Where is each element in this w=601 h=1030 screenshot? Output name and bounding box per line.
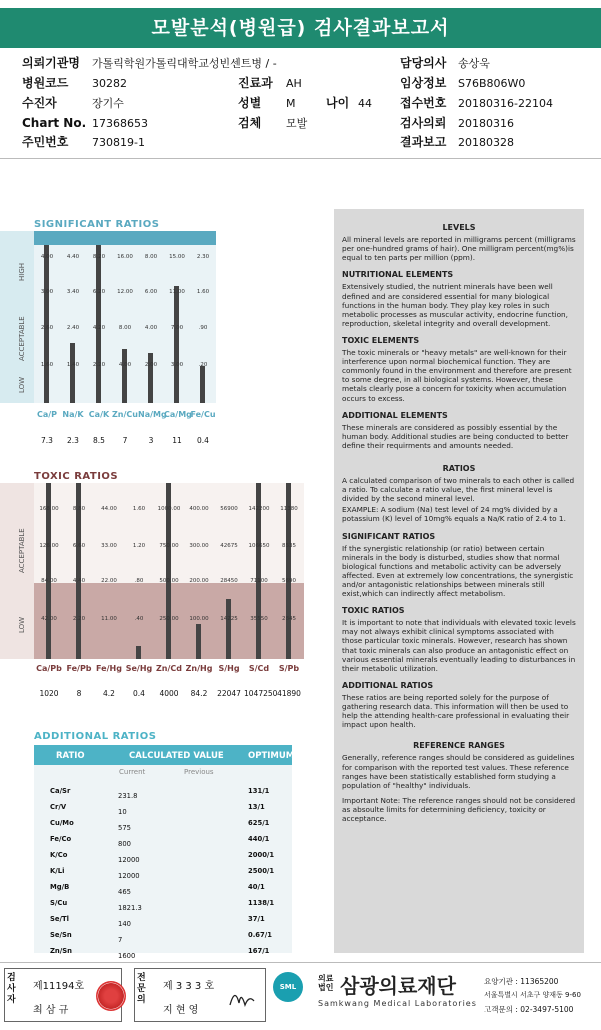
org-english: Samkwang Medical Laboratories — [318, 999, 477, 1008]
addr-text: These ratios are being reported solely for the purpose of gathering research data. This information will then be used to help the attending health-care professional in evaluating their impact upon health. — [342, 692, 570, 730]
org-tel: 고객문의 : 02-3497-5100 — [484, 1005, 574, 1014]
significant-category: Na/Mg — [138, 410, 167, 419]
request-value: 20180316 — [458, 117, 514, 130]
toxic-category: Fe/Pb — [66, 664, 92, 673]
additional-optimum: 2000/1 — [248, 851, 275, 859]
significant-tick: 2.60 — [40, 325, 54, 331]
clinical-label: 임상정보 — [400, 76, 447, 90]
additional-current: 1600 — [118, 952, 136, 960]
significant-result: 11 — [172, 436, 182, 445]
toxic-result: 22047 — [217, 689, 241, 698]
significant-bar — [44, 245, 49, 403]
toxic-tick: 106650 — [248, 543, 270, 549]
specialist-label: 전문의 — [137, 973, 146, 1005]
specialist-no: 제 3 3 3 호 — [163, 981, 215, 992]
note-text: Important Note: The reference ranges should not be considered as absoulte limits for determining deficiency, toxicity or acceptance. — [342, 795, 576, 823]
significant-tick: 7.00 — [170, 325, 184, 331]
age-label: 나이 — [326, 96, 350, 110]
additional-current: 12000 — [118, 856, 140, 864]
additional-ratio: Zn/Sn — [50, 947, 72, 955]
toxic-tick: 2845 — [282, 616, 296, 622]
toxic-result: 1047250 — [244, 689, 278, 698]
additional-optimum: 37/1 — [248, 915, 265, 923]
hospital-code-value: 30282 — [92, 77, 127, 90]
specialist-box — [134, 968, 266, 1022]
toxic-tick: 1000.00 — [157, 506, 181, 512]
significant-tick: 8.00 — [118, 325, 132, 331]
significant-tick: 3.40 — [66, 289, 80, 295]
toxic-result: 0.4 — [133, 689, 145, 698]
tox-text: It is important to note that individuals with elevated toxic levels may not always exhibit clinical symptoms associated with those particular toxic minerals. However, research has shown that toxic minerals can also produce an antagonistic effect on various essential minerals eventually leading to disturbances in their metabolic utilization. — [342, 618, 576, 673]
previous-header: Previous — [184, 768, 214, 776]
additional-ratio: Ca/Sr — [50, 787, 71, 795]
additional-header — [34, 745, 295, 765]
request-label: 검사의뢰 — [400, 116, 447, 130]
toxic-tick: 200.00 — [189, 578, 209, 584]
additional-table — [34, 765, 292, 960]
toxic-tick: 4.40 — [72, 578, 86, 584]
additional-optimum: 131/1 — [248, 787, 270, 795]
optimum-header: OPTIMUM — [248, 751, 295, 761]
org-name: 삼광의료재단 — [340, 974, 456, 998]
additional-current: 465 — [118, 888, 131, 896]
additional-current: 575 — [118, 824, 131, 832]
toxic-result: 4000 — [159, 689, 179, 698]
ratios-heading: RATIOS — [442, 463, 476, 473]
additional-current: 7 — [118, 936, 123, 944]
side-label-acceptable: ACCEPTABLE — [18, 528, 26, 573]
nutri-text: Extensively studied, the nutrient minerals have been well defined and are considered essential for many biological functions in the human body. They play key roles in such metabolic processes as muscular activity, endocrine function, reproduction, skeletal integrity and overall development. — [342, 282, 568, 328]
toxic-category: Fe/Hg — [96, 664, 122, 673]
specimen-value: 모발 — [286, 117, 308, 130]
gender-label: 성별 — [238, 96, 262, 110]
side-label-low: LOW — [18, 376, 26, 393]
additional-ratio: Fe/Co — [50, 835, 72, 843]
toxic-tick: 5690 — [282, 578, 296, 584]
toxic-tick: 1.60 — [132, 506, 146, 512]
toxic-tick: 750.00 — [159, 543, 179, 549]
toxic-title: TOXIC RATIOS — [34, 471, 119, 482]
toxic-tick: 33.00 — [101, 543, 117, 549]
toxic-result: 41890 — [277, 689, 301, 698]
toxic-side — [0, 483, 34, 659]
additional-optimum: 2500/1 — [248, 867, 275, 875]
significant-category: Ca/K — [88, 410, 110, 419]
additional-current: 10 — [118, 808, 127, 816]
additional-optimum: 440/1 — [248, 835, 270, 843]
significant-tick: 1.40 — [66, 362, 80, 368]
toxic-tick: 8535 — [282, 543, 296, 549]
institution-label: 의뢰기관명 — [22, 56, 80, 70]
tester-label: 검사자 — [7, 973, 16, 1005]
additional-ratio: Cu/Mo — [50, 819, 74, 827]
patient-info — [0, 0, 601, 170]
nutri-heading: NUTRITIONAL ELEMENTS — [342, 270, 454, 280]
additional-ratio: K/Co — [50, 851, 68, 859]
significant-tick: 4.20 — [92, 325, 106, 331]
report-title: 모발분석(병원급) 검사결과보고서 — [0, 8, 601, 48]
toxic-tick: .40 — [134, 616, 144, 622]
toxic-tick: .80 — [134, 578, 144, 584]
significant-tick: 1.60 — [196, 289, 210, 295]
additional-current: 12000 — [118, 872, 140, 880]
toxic-bar — [226, 599, 231, 659]
additional-optimum: 167/1 — [248, 947, 270, 955]
significant-result: 0.4 — [197, 436, 209, 445]
toxic-result: 1020 — [39, 689, 59, 698]
additional-optimum: 625/1 — [248, 819, 270, 827]
significant-tick: .20 — [198, 362, 208, 368]
significant-bar — [96, 245, 101, 403]
divider — [0, 158, 601, 159]
toxic-category: Se/Hg — [125, 664, 153, 673]
toxic-tick: 35550 — [250, 616, 268, 622]
significant-tick: 3.00 — [170, 362, 184, 368]
significant-tick: 11.00 — [169, 289, 185, 295]
toxic-tick: 2.20 — [72, 616, 86, 622]
footer-divider — [0, 962, 601, 963]
tester-name: 최 삼 규 — [33, 1005, 69, 1016]
toxic-category: Zn/Hg — [185, 664, 213, 673]
dept-label: 진료과 — [238, 76, 273, 90]
toxic-tick: 42.00 — [41, 616, 57, 622]
toxic-tick: 250.00 — [159, 616, 179, 622]
toxic-tick: 44.00 — [101, 506, 117, 512]
toxic-tick: 71100 — [250, 578, 268, 584]
significant-tick: 4.00 — [118, 362, 132, 368]
significant-category: Fe/Cu — [190, 410, 216, 419]
significant-bar — [148, 353, 153, 403]
signature — [227, 983, 257, 1011]
toxic-category: S/Pb — [278, 664, 300, 673]
additional-ratio: K/Li — [50, 867, 65, 875]
significant-tick: 2.00 — [144, 362, 158, 368]
additional-optimum: 1138/1 — [248, 899, 275, 907]
patient-label: 수진자 — [22, 96, 57, 110]
specialist-name: 지 현 영 — [163, 1005, 199, 1016]
dept-value: AH — [286, 77, 302, 90]
toxic-tick: 100.00 — [189, 616, 209, 622]
tester-no: 제11194호 — [33, 981, 85, 992]
institution-value: 가톨릭학원가톨릭대학교성빈센트병 / - — [92, 57, 277, 70]
org-code: 요양기관 : 11365200 — [484, 977, 559, 986]
significant-tick: 12.00 — [117, 289, 133, 295]
significant-result: 8.5 — [93, 436, 105, 445]
significant-tick: 2.20 — [92, 362, 106, 368]
toxic-bar — [136, 646, 141, 659]
toxic-tick: 11.00 — [101, 616, 117, 622]
toxic-result: 8 — [76, 689, 82, 698]
ref-text: Generally, reference ranges should be considered as guidelines for comparison with the reported test values. These reference ranges have been statistically established form studying a population of "healthy" individuals. — [342, 753, 575, 790]
additional-current: 1821.3 — [118, 904, 142, 912]
patient-value: 장기수 — [92, 97, 124, 110]
additional-ratio: Se/Sn — [50, 931, 72, 939]
side-label-low: LOW — [18, 616, 26, 633]
levels-heading: LEVELS — [442, 223, 476, 232]
toxic-tick: 14225 — [220, 616, 238, 622]
additional-optimum: 13/1 — [248, 803, 265, 811]
significant-category: Ca/Mg — [164, 410, 192, 419]
sml-logo-icon: SML — [273, 972, 303, 1002]
additional-ratio: Cr/V — [50, 803, 67, 811]
toxic-category: Zn/Cd — [155, 664, 182, 673]
significant-category: Ca/P — [36, 410, 58, 419]
ref-heading: REFERENCE RANGES — [413, 741, 505, 751]
significant-tick: 16.00 — [117, 254, 133, 260]
id-label: 주민번호 — [22, 135, 69, 149]
org-small: 의료법인 — [318, 974, 334, 992]
significant-category: Na/K — [62, 410, 84, 419]
toxic-tick: 56900 — [220, 506, 238, 512]
significant-header-band — [34, 231, 216, 245]
gender-value: M — [286, 97, 296, 110]
toxic-tick: 300.00 — [189, 543, 209, 549]
toxic-category: S/Hg — [218, 664, 240, 673]
additional-current: 800 — [118, 840, 131, 848]
toxic-category: Ca/Pb — [36, 664, 62, 673]
additional-ratio: Mg/B — [50, 883, 70, 891]
doctor-label: 담당의사 — [400, 56, 447, 70]
significant-title: SIGNIFICANT RATIOS — [34, 219, 160, 230]
toxic-tick: 84.00 — [41, 578, 57, 584]
toxic-tick: 22.00 — [101, 578, 117, 584]
toxic-tick: 8.80 — [72, 506, 86, 512]
receipt-value: 20180316-22104 — [458, 97, 553, 110]
doctor-value: 송상욱 — [458, 57, 490, 70]
tester-box — [4, 968, 122, 1022]
significant-tick: 4.40 — [66, 254, 80, 260]
significant-result: 7 — [122, 436, 128, 445]
toxic-tick: 42675 — [220, 543, 238, 549]
toxic-heading: TOXIC ELEMENTS — [342, 335, 420, 345]
significant-tick: 8.20 — [92, 254, 106, 260]
significant-result: 7.3 — [41, 436, 53, 445]
significant-tick: .90 — [198, 325, 208, 331]
toxic-tick: 168.00 — [39, 506, 59, 512]
side-label-high: HIGH — [18, 262, 26, 281]
significant-tick: 4.00 — [40, 254, 54, 260]
additional-current: 140 — [118, 920, 131, 928]
calc-header: CALCULATED VALUE — [129, 751, 224, 761]
toxic-tick: 1.20 — [132, 543, 146, 549]
significant-bar — [70, 343, 75, 403]
org-address: 서울특별시 서초구 양재동 9-60 — [484, 991, 581, 999]
significant-category: Zn/Cu — [112, 410, 138, 419]
toxic-tick: 126.00 — [39, 543, 59, 549]
significant-tick: 1.60 — [40, 362, 54, 368]
toxic-result: 4.2 — [103, 689, 115, 698]
tox-heading: TOXIC RATIOS — [342, 606, 405, 616]
toxic-text: The toxic minerals or "heavy metals" are well-known for their interference upon normal biochemical function. They are commonly found in the environment and therefore are present to some degree, in all biological systems. However, these metals clearly pose a concern for toxicity when accumulation occurs to excess. — [342, 348, 572, 403]
seal-stamp — [96, 981, 126, 1011]
significant-tick: 8.00 — [144, 254, 158, 260]
example-text: EXAMPLE: A sodium (Na) test level of 24 mg% divided by a potassium (K) level of 10mg% equals a Na/K ratio of 2.4 to 1. — [342, 505, 566, 524]
significant-bar — [200, 366, 205, 403]
report-label: 결과보고 — [400, 135, 447, 149]
toxic-category: S/Cd — [248, 664, 270, 673]
additional-ratio: S/Cu — [50, 899, 68, 907]
ratios-text: A calculated comparison of two minerals to each other is called a ratio. To calculate a ratio value, the first mineral level is divided by the second mineral level. — [342, 476, 575, 504]
additional-ratio: Se/Tl — [50, 915, 69, 923]
significant-result: 2.3 — [67, 436, 79, 445]
sig-text: If the synergistic relationship (or ratio) between certain minerals in the body is disturbed, studies show that normal biological functions and metabolic activity can be adversely affected. Even at extremely low concentrations, the synergistic and/or antagonistic relationships between minerals still exist,which can indirectly affect metabolism. — [342, 543, 574, 599]
significant-bar — [122, 349, 127, 403]
id-value: 730819-1 — [92, 136, 145, 149]
clinical-value: S76B806W0 — [458, 77, 526, 90]
addel-text: These minerals are considered as possibly essential by the human body. Additional studies are being conducted to better define their requirments and amounts needed. — [342, 422, 569, 450]
ratio-header: RATIO — [56, 751, 85, 761]
additional-title: ADDITIONAL RATIOS — [34, 731, 157, 742]
additional-optimum: 0.67/1 — [248, 931, 272, 939]
significant-result: 3 — [148, 436, 154, 445]
levels-text: All mineral levels are reported in milligrams percent (milligrams per one-hundred grams of hair). One milligram percent(mg%)is equal to ten parts per million (ppm). — [342, 235, 576, 263]
sig-heading: SIGNIFICANT RATIOS — [342, 531, 436, 541]
current-header: Current — [119, 768, 146, 776]
receipt-label: 접수번호 — [400, 96, 447, 110]
toxic-tick: 500.00 — [159, 578, 179, 584]
addr-heading: ADDITIONAL RATIOS — [342, 680, 434, 690]
toxic-result: 84.2 — [190, 689, 208, 698]
explanation-panel — [334, 209, 584, 953]
significant-tick: 6.00 — [144, 289, 158, 295]
hospital-code-label: 병원코드 — [22, 76, 69, 90]
toxic-tick: 11380 — [280, 506, 298, 512]
toxic-tick: 28450 — [220, 578, 238, 584]
chart-label: Chart No. — [22, 116, 87, 130]
report-value: 20180328 — [458, 136, 514, 149]
significant-tick: 2.30 — [196, 254, 210, 260]
toxic-tick: 142200 — [248, 506, 270, 512]
significant-tick: 2.40 — [66, 325, 80, 331]
toxic-bar — [196, 624, 201, 659]
significant-tick: 15.00 — [169, 254, 185, 260]
additional-optimum: 40/1 — [248, 883, 265, 891]
age-value: 44 — [358, 97, 372, 110]
toxic-tick: 400.00 — [189, 506, 209, 512]
significant-side — [0, 231, 34, 403]
toxic-tick: 6.60 — [72, 543, 86, 549]
specimen-label: 검체 — [238, 116, 262, 130]
additional-current: 231.8 — [118, 792, 138, 800]
side-label-acceptable: ACCEPTABLE — [18, 316, 26, 361]
significant-tick: 4.00 — [144, 325, 158, 331]
significant-tick: 3.00 — [40, 289, 54, 295]
addel-heading: ADDITIONAL ELEMENTS — [342, 410, 448, 420]
significant-tick: 6.20 — [92, 289, 106, 295]
chart-value: 17368653 — [92, 117, 148, 130]
significant-bar — [174, 286, 179, 403]
